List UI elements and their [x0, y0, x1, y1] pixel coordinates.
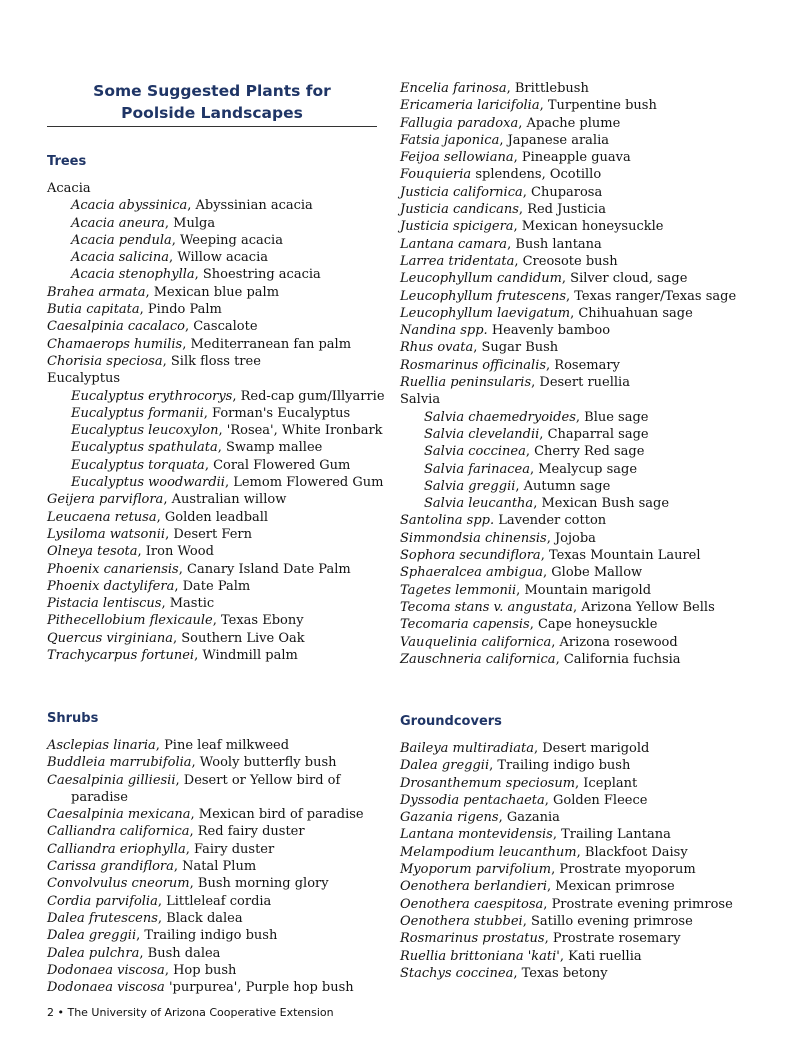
list-item: Melampodium leucanthum, Blackfoot Daisy — [400, 844, 688, 860]
scientific-name: Acacia aneura — [71, 215, 165, 231]
scientific-name: Butia capitata — [47, 302, 140, 318]
scientific-name: Dyssodia pentachaeta — [400, 792, 545, 808]
scientific-name: Salvia greggii — [424, 478, 516, 494]
common-name: splendens, Ocotillo — [475, 167, 602, 183]
list-item: Justicia spicigera, Mexican honeysuckle — [400, 219, 664, 235]
list-item: Fatsia japonica, Japanese aralia — [400, 132, 609, 148]
list-item: Oenothera caespitosa, Prostrate evening primrose — [400, 896, 733, 912]
list-item: Cordia parvifolia, Littleleaf cordia — [47, 893, 272, 909]
common-name: Windmill palm — [202, 648, 298, 664]
scientific-name: Fatsia japonica — [400, 132, 500, 148]
list-item: Feijoa sellowiana, Pineapple guava — [400, 150, 631, 166]
common-name: Weeping acacia — [180, 232, 283, 248]
scientific-name: Eucalyptus woodwardii — [71, 475, 225, 491]
scientific-name: Dalea pulchra — [47, 945, 140, 961]
scientific-name: Lysiloma watsonii — [47, 526, 166, 542]
list-item: Caesalpinia mexicana, Mexican bird of paradise — [47, 807, 364, 823]
common-name: Brittlebush — [514, 81, 589, 96]
list-item: Dalea greggii, Trailing indigo bush — [47, 928, 278, 944]
scientific-name: Geijera parviflora — [47, 492, 164, 508]
common-name: Desert or Yellow bird of paradise — [71, 772, 341, 805]
list-item: Phoenix canariensis, Canary Island Date Palm — [47, 561, 351, 577]
scientific-name: Phoenix canariensis — [47, 561, 179, 577]
common-name: Lavender cotton — [498, 513, 607, 529]
scientific-name: Justicia spicigera — [400, 219, 514, 235]
scientific-name: Oenothera caespitosa — [400, 896, 544, 912]
common-name: Australian willow — [171, 492, 287, 508]
right-column — [400, 80, 785, 981]
common-name: Pineapple guava — [521, 150, 631, 166]
common-name: Date Palm — [182, 578, 251, 594]
list-item: Vauquelinia californica, Arizona rosewood — [400, 634, 678, 650]
list-item — [400, 322, 785, 339]
list-item: Eucalyptus woodwardii, Lemom Flowered Gum — [71, 475, 384, 491]
scientific-name: Gazania rigens — [400, 810, 499, 826]
scientific-name: Salvia coccinea — [424, 444, 526, 460]
common-name: Heavenly bamboo — [491, 323, 611, 339]
common-name: Jojoba — [554, 530, 596, 546]
list-item — [47, 370, 382, 387]
list-item: Caesalpinia cacalaco, Cascalote — [47, 319, 258, 335]
document-title — [47, 80, 377, 127]
common-name: Rosemary — [554, 357, 620, 373]
list-item: Buddleia marrubifolia, Wooly butterfly bush — [47, 755, 337, 771]
list-item: Salvia leucantha, Mexican Bush sage — [424, 496, 670, 512]
scientific-name: Rosmarinus officinalis — [400, 357, 547, 373]
list-item: Salvia coccinea, Cherry Red sage — [424, 444, 645, 460]
common-name: Willow acacia — [177, 250, 268, 266]
common-name: Trailing Lantana — [561, 827, 671, 843]
common-name: 'Rosea', White Ironbark — [226, 423, 383, 439]
scientific-name: Encelia farinosa — [400, 81, 507, 96]
common-name: Mexican honeysuckle — [521, 219, 664, 235]
list-item: Tecomaria capensis, Cape honeysuckle — [400, 617, 658, 633]
scientific-name: Chamaerops humilis — [47, 336, 183, 352]
list-item: Olneya tesota, Iron Wood — [47, 544, 214, 560]
common-name: Blue sage — [584, 409, 649, 425]
list-item: Chorisia speciosa, Silk floss tree — [47, 353, 261, 369]
common-name: Texas Ebony — [221, 613, 304, 629]
scientific-name: Caesalpinia cacalaco — [47, 319, 185, 335]
common-name: Bush dalea — [147, 945, 221, 961]
scientific-name: Carissa grandiflora — [47, 859, 174, 875]
list-item: Ruellia peninsularis, Desert ruellia — [400, 375, 630, 391]
list-item: Ericameria laricifolia, Turpentine bush — [400, 98, 657, 114]
scientific-name: Olneya tesota — [47, 544, 138, 560]
list-item: Acacia aneura, Mulga — [71, 215, 216, 231]
common-name: Wooly butterfly bush — [199, 755, 337, 771]
common-name: Mulga — [173, 215, 216, 231]
scientific-name: Salvia chaemedryoides — [424, 409, 576, 425]
list-item: Larrea tridentata, Creosote bush — [400, 253, 618, 269]
common-name: Arizona Yellow Bells — [581, 599, 715, 615]
common-name: Southern Live Oak — [181, 630, 305, 646]
common-name: Desert Fern — [173, 526, 252, 542]
scientific-name: Tagetes lemmonii — [400, 582, 517, 598]
scientific-name: Ruellia brittoniana 'kati' — [400, 948, 560, 964]
common-name: Arizona rosewood — [559, 634, 678, 650]
common-name: Cape honeysuckle — [537, 617, 658, 633]
list-item: Eucalyptus leucoxylon, 'Rosea', White Ironbark — [71, 423, 383, 439]
list-item: Oenothera stubbei, Satillo evening primrose — [400, 913, 693, 929]
scientific-name: Dalea greggii — [47, 928, 137, 944]
trees-list — [47, 180, 385, 664]
scientific-name: Larrea tridentata — [400, 253, 515, 269]
common-name: Coral Flowered Gum — [213, 457, 351, 473]
common-name: Cascalote — [193, 319, 258, 335]
list-item: Eucalyptus erythrocorys, Red-cap gum/Illyarrie — [71, 388, 385, 404]
scientific-name: Leucophyllum frutescens — [400, 288, 566, 304]
scientific-name: Chorisia speciosa — [47, 353, 163, 369]
shrubs-continued-list — [400, 80, 785, 668]
list-item: Lantana montevidensis, Trailing Lantana — [400, 827, 671, 843]
common-name: Satillo evening primrose — [530, 913, 693, 929]
list-item: Geijera parviflora, Australian willow — [47, 492, 287, 508]
list-item: Drosanthemum speciosum, Iceplant — [400, 775, 638, 791]
list-item: Rosmarinus prostatus, Prostrate rosemary — [400, 931, 681, 947]
scientific-name: Phoenix dactylifera — [47, 578, 175, 594]
list-item: Rhus ovata, Sugar Bush — [400, 340, 559, 356]
common-name: Texas Mountain Laurel — [548, 548, 701, 564]
common-name: Red fairy duster — [197, 824, 305, 840]
common-name: Texas betony — [521, 965, 608, 981]
list-item: Acacia salicina, Willow acacia — [71, 250, 268, 266]
left-column — [47, 80, 385, 996]
common-name: Trailing indigo bush — [497, 758, 631, 774]
scientific-name: Salvia clevelandii — [424, 426, 540, 442]
shrubs-list — [47, 737, 367, 996]
common-name: Kati ruellia — [568, 948, 642, 964]
common-name: Pine leaf milkweed — [164, 738, 290, 753]
scientific-name: Ericameria laricifolia — [400, 98, 540, 114]
scientific-name: Acacia salicina — [71, 250, 170, 266]
common-name: California fuchsia — [563, 651, 681, 667]
common-name: Bush lantana — [515, 236, 602, 252]
common-name: Cherry Red sage — [534, 444, 645, 460]
list-item: Zauschneria californica, California fuchsia — [400, 651, 681, 667]
title-line-2: Poolside Landscapes — [121, 104, 303, 122]
list-item — [47, 979, 367, 996]
scientific-name: Feijoa sellowiana — [400, 150, 514, 166]
common-name: Apache plume — [526, 115, 621, 131]
common-name: Red Justicia — [527, 202, 606, 218]
common-name: Fairy duster — [193, 841, 275, 857]
common-name: Globe Mallow — [551, 565, 643, 581]
list-item: Lantana camara, Bush lantana — [400, 236, 602, 252]
common-name: Mexican blue palm — [153, 284, 280, 300]
list-item: Carissa grandiflora, Natal Plum — [47, 859, 257, 875]
list-item: Dyssodia pentachaeta, Golden Fleece — [400, 792, 648, 808]
scientific-name: Trachycarpus fortunei — [47, 648, 195, 664]
scientific-name: Salvia farinacea — [424, 461, 530, 477]
scientific-name: Caesalpinia gilliesii — [47, 772, 176, 788]
list-item: Eucalyptus spathulata, Swamp mallee — [71, 440, 323, 456]
list-item: Simmondsia chinensis, Jojoba — [400, 530, 596, 546]
scientific-name: Dalea frutescens — [47, 910, 158, 926]
common-name: Blackfoot Daisy — [584, 844, 688, 860]
common-name: Pindo Palm — [147, 302, 222, 318]
scientific-name: Eucalyptus formanii — [71, 405, 204, 421]
scientific-name: Vauquelinia californica — [400, 634, 552, 650]
list-item: Justicia candicans, Red Justicia — [400, 202, 606, 218]
scientific-name: Convolvulus cneorum — [47, 876, 190, 892]
list-item: Stachys coccinea, Texas betony — [400, 965, 608, 981]
scientific-name: Acacia abyssinica — [71, 198, 188, 214]
common-name: Turpentine bush — [547, 98, 657, 114]
list-item: Leucophyllum laevigatum, Chihuahuan sage — [400, 305, 693, 321]
scientific-name: Eucalyptus torquata — [71, 457, 205, 473]
scientific-name: Rhus ovata — [400, 340, 474, 356]
scientific-name: Cordia parvifolia — [47, 893, 158, 909]
list-item: Dalea pulchra, Bush dalea — [47, 945, 221, 961]
common-name: 'purpurea', Purple hop bush — [168, 980, 354, 996]
list-item: Tagetes lemmonii, Mountain marigold — [400, 582, 652, 598]
list-item: Encelia farinosa, Brittlebush — [400, 81, 589, 96]
common-name: Iron Wood — [145, 544, 214, 560]
scientific-name: Acacia pendula — [71, 232, 172, 248]
list-item: Acacia pendula, Weeping acacia — [71, 232, 283, 248]
list-item: Oenothera berlandieri, Mexican primrose — [400, 879, 675, 895]
scientific-name: Justicia candicans — [400, 202, 519, 218]
scientific-name: Fouquieria — [400, 167, 472, 183]
common-name: Swamp mallee — [225, 440, 323, 456]
scientific-name: Salvia leucantha — [424, 496, 534, 512]
scientific-name: Lantana montevidensis — [400, 827, 553, 843]
scientific-name: Nandina spp. — [400, 323, 488, 339]
common-name: Sugar Bush — [481, 340, 559, 356]
list-item — [400, 166, 785, 183]
scientific-name: Asclepias linaria — [47, 738, 156, 753]
common-name: Hop bush — [173, 962, 237, 978]
common-name: Mountain marigold — [524, 582, 652, 598]
list-item: Eucalyptus torquata, Coral Flowered Gum — [71, 457, 351, 473]
list-item: Leucophyllum candidum, Silver cloud, sage — [400, 271, 688, 287]
scientific-name: Lantana camara — [400, 236, 508, 252]
common-name: Mexican bird of paradise — [198, 807, 364, 823]
groundcovers-heading: Groundcovers — [400, 714, 502, 729]
common-name: Canary Island Date Palm — [187, 561, 351, 577]
common-name: Abyssinian acacia — [195, 198, 313, 214]
common-name: Prostrate rosemary — [552, 931, 681, 947]
shrubs-heading: Shrubs — [47, 711, 99, 726]
list-item: Calliandra eriophylla, Fairy duster — [47, 841, 275, 857]
common-name: Mexican Bush sage — [541, 496, 670, 512]
scientific-name: Calliandra eriophylla — [47, 841, 186, 857]
common-name: Golden leadball — [164, 509, 269, 525]
list-item: Rosmarinus officinalis, Rosemary — [400, 357, 620, 373]
common-name: Desert marigold — [542, 741, 650, 756]
scientific-name: Caesalpinia mexicana — [47, 807, 191, 823]
scientific-name: Brahea armata — [47, 284, 146, 300]
list-item: Trachycarpus fortunei, Windmill palm — [47, 648, 298, 664]
groundcovers-list — [400, 740, 733, 982]
common-name: Desert ruellia — [539, 375, 630, 391]
scientific-name: Pithecellobium flexicaule — [47, 613, 213, 629]
scientific-name: Stachys coccinea — [400, 965, 514, 981]
list-item: Sophora secundiflora, Texas Mountain Laurel — [400, 548, 701, 564]
list-item: Dalea frutescens, Black dalea — [47, 910, 243, 926]
common-name: Lemom Flowered Gum — [233, 475, 384, 491]
list-item: Gazania rigens, Gazania — [400, 810, 560, 826]
common-name: Red-cap gum/Illyarrie — [240, 388, 385, 404]
list-item: Salvia chaemedryoides, Blue sage — [424, 409, 649, 425]
scientific-name: Sphaeralcea ambigua — [400, 565, 544, 581]
scientific-name: Calliandra californica — [47, 824, 190, 840]
title-line-1: Some Suggested Plants for — [93, 82, 331, 100]
scientific-name: Quercus virginiana — [47, 630, 173, 646]
common-name: Eucalyptus — [47, 371, 120, 387]
common-name: Trailing indigo bush — [144, 928, 278, 944]
scientific-name: Drosanthemum speciosum — [400, 775, 576, 791]
list-item: Myoporum parvifolium, Prostrate myoporum — [400, 862, 696, 878]
list-item: Pistacia lentiscus, Mastic — [47, 596, 215, 612]
common-name: Acacia — [47, 181, 91, 196]
common-name: Chuparosa — [531, 184, 603, 200]
list-item: Salvia farinacea, Mealycup sage — [424, 461, 638, 477]
list-item: Leucaena retusa, Golden leadball — [47, 509, 269, 525]
list-item: Dodonaea viscosa, Hop bush — [47, 962, 237, 978]
list-item: Phoenix dactylifera, Date Palm — [47, 578, 251, 594]
common-name: Littleleaf cordia — [166, 893, 272, 909]
list-item: Fallugia paradoxa, Apache plume — [400, 115, 621, 131]
common-name: Mealycup sage — [538, 461, 638, 477]
scientific-name: Rosmarinus prostatus — [400, 931, 545, 947]
common-name: Mediterranean fan palm — [190, 336, 352, 352]
list-item: Justicia californica, Chuparosa — [400, 184, 603, 200]
scientific-name: Santolina spp. — [400, 513, 495, 529]
list-item: Dalea greggii, Trailing indigo bush — [400, 758, 631, 774]
scientific-name: Zauschneria californica — [400, 651, 556, 667]
list-item — [400, 391, 785, 408]
common-name: Gazania — [506, 810, 560, 826]
list-item: Chamaerops humilis, Mediterranean fan palm — [47, 336, 352, 352]
common-name: Bush morning glory — [197, 876, 329, 892]
list-item: Pithecellobium flexicaule, Texas Ebony — [47, 613, 304, 629]
scientific-name: Tecoma stans v. angustata — [400, 599, 573, 615]
list-item: Brahea armata, Mexican blue palm — [47, 284, 280, 300]
common-name: Prostrate myoporum — [559, 862, 696, 878]
scientific-name: Dodonaea viscosa — [47, 980, 165, 996]
scientific-name: Myoporum parvifolium — [400, 862, 552, 878]
list-item: Salvia clevelandii, Chaparral sage — [424, 426, 649, 442]
scientific-name: Acacia stenophylla — [71, 267, 195, 283]
list-item: Quercus virginiana, Southern Live Oak — [47, 630, 305, 646]
common-name: Autumn sage — [523, 478, 611, 494]
common-name: Silk floss tree — [170, 353, 261, 369]
scientific-name: Leucaena retusa — [47, 509, 157, 525]
list-item: Asclepias linaria, Pine leaf milkweed — [47, 738, 290, 753]
common-name: Texas ranger/Texas sage — [574, 288, 737, 304]
common-name: Japanese aralia — [507, 132, 609, 148]
page-footer: 2 • The University of Arizona Cooperative Extension — [47, 1006, 334, 1019]
list-item — [400, 512, 785, 529]
common-name: Salvia — [400, 392, 441, 408]
list-item: Baileya multiradiata, Desert marigold — [400, 741, 650, 756]
scientific-name: Buddleia marrubifolia — [47, 755, 192, 771]
common-name: Black dalea — [166, 910, 243, 926]
list-item: Acacia stenophylla, Shoestring acacia — [71, 267, 321, 283]
list-item: Sphaeralcea ambigua, Globe Mallow — [400, 565, 643, 581]
scientific-name: Fallugia paradoxa — [400, 115, 519, 131]
scientific-name: Dalea greggii — [400, 758, 490, 774]
scientific-name: Eucalyptus erythrocorys — [71, 388, 233, 404]
list-item: Leucophyllum frutescens, Texas ranger/Texas sage — [400, 288, 737, 304]
scientific-name: Oenothera berlandieri — [400, 879, 547, 895]
common-name: Chihuahuan sage — [578, 305, 693, 321]
list-item: Tecoma stans v. angustata, Arizona Yellow Bells — [400, 599, 715, 615]
scientific-name: Melampodium leucanthum — [400, 844, 577, 860]
list-item: Caesalpinia gilliesii, Desert or Yellow bird of paradise — [47, 772, 341, 805]
scientific-name: Baileya multiradiata — [400, 741, 534, 756]
list-item: Lysiloma watsonii, Desert Fern — [47, 526, 252, 542]
common-name: Chaparral sage — [547, 426, 649, 442]
common-name: Mexican primrose — [555, 879, 675, 895]
common-name: Silver cloud, sage — [570, 271, 688, 287]
scientific-name: Eucalyptus leucoxylon — [71, 423, 219, 439]
scientific-name: Leucophyllum laevigatum — [400, 305, 571, 321]
scientific-name: Oenothera stubbei — [400, 913, 523, 929]
scientific-name: Tecomaria capensis — [400, 617, 530, 633]
scientific-name: Simmondsia chinensis — [400, 530, 547, 546]
list-item: Eucalyptus formanii, Forman's Eucalyptus — [71, 405, 351, 421]
scientific-name: Eucalyptus spathulata — [71, 440, 218, 456]
common-name: Prostrate evening primrose — [551, 896, 733, 912]
common-name: Natal Plum — [182, 859, 257, 875]
common-name: Shoestring acacia — [202, 267, 321, 283]
common-name: Mastic — [169, 596, 215, 612]
common-name: Creosote bush — [522, 253, 618, 269]
common-name: Forman's Eucalyptus — [212, 405, 351, 421]
list-item: Salvia greggii, Autumn sage — [424, 478, 611, 494]
list-item: Ruellia brittoniana 'kati', Kati ruellia — [400, 948, 642, 964]
list-item: Acacia abyssinica, Abyssinian acacia — [71, 198, 313, 214]
scientific-name: Leucophyllum candidum — [400, 271, 562, 287]
list-item — [47, 180, 382, 197]
list-item: Butia capitata, Pindo Palm — [47, 302, 222, 318]
scientific-name: Pistacia lentiscus — [47, 596, 162, 612]
list-item: Convolvulus cneorum, Bush morning glory — [47, 876, 329, 892]
scientific-name: Dodonaea viscosa — [47, 962, 165, 978]
common-name: Golden Fleece — [553, 792, 648, 808]
scientific-name: Sophora secundiflora — [400, 548, 541, 564]
trees-heading: Trees — [47, 154, 87, 169]
list-item: Calliandra californica, Red fairy duster — [47, 824, 305, 840]
scientific-name: Justicia californica — [400, 184, 523, 200]
scientific-name: Ruellia peninsularis — [400, 375, 532, 391]
common-name: Iceplant — [583, 775, 638, 791]
